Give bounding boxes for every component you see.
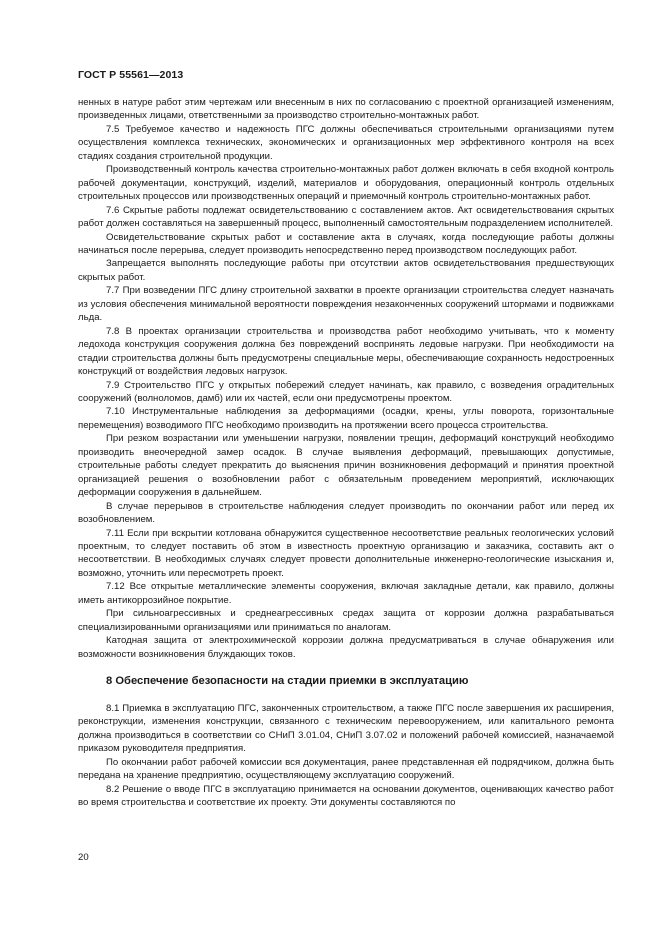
paragraph: Производственный контроль качества строительно-монтажных работ должен включать в себя входной контроль рабочей документации, конструкций, изделий, материалов и оборудования, операционный контроль отдельных строительных процессов или производственных операций и приемочный контроль строительно-монтажных работ.	[78, 164, 614, 203]
paragraph: 8.1 Приемка в эксплуатацию ПГС, законченных строительством, а также ПГС после завершения их расширения, реконструкции, изменения конструкции, связанного с техническим перевооружением, или капитального ремонта должна производиться в соответствии со СНиП 3.01.04, СНиП 3.07.02 и положений рабочей комиссией, назначаемой приказом руководителя предприятия.	[78, 703, 614, 755]
section-title: 8 Обеспечение безопасности на стадии приемки в эксплуатацию	[106, 675, 469, 688]
paragraph: 8.2 Решение о вводе ПГС в эксплуатацию принимается на основании документов, оценивающих качество работ во время строительства и соответствие их проекту. Эти документы составляются по	[78, 783, 614, 809]
paragraph: 7.7 При возведении ПГС длину строительной захватки в проекте организации строительства следует назначать из условия обеспечения минимальной вероятности повреждения незаконченных сооружений штормами и подвижками льда.	[78, 285, 614, 324]
paragraph: Освидетельствование скрытых работ и составление акта в случаях, когда последующие работы должны начинаться после перерыва, следует производить непосредственно перед производством последующих работ.	[78, 231, 614, 256]
document-body	[78, 96, 614, 810]
paragraph: При сильноагрессивных и среднеагрессивных средах защита от коррозии должна разрабатываться специализированными организациями или приниматься по аналогам.	[78, 608, 614, 633]
paragraph: 7.6 Скрытые работы подлежат освидетельствованию с составлением актов. Акт освидетельствования скрытых работ должен составляться на завершенный процесс, выполненный самостоятельным подразделением исполнителей.	[78, 204, 614, 230]
paragraph: 7.11 Если при вскрытии котлована обнаружится существенное несоответствие реальных геологических условий проектным, то следует поставить об этом в известность проектную организацию и заказчика, составить акт о несоответствии. В необходимых случаях следует провести дополнительные инженерно-геологические изыскания и, возможно, уточнить или пересмотреть проект.	[78, 527, 614, 579]
paragraph: По окончании работ рабочей комиссии вся документация, ранее представленная ей подрядчиком, должна быть передана на хранение предприятию, осуществляющему эксплуатацию сооружений.	[78, 756, 614, 782]
paragraph: ненных в натуре работ этим чертежам или внесенным в них по согласованию с проектной организацией изменениям, произведенных лицами, ответственными за производство строительно-монтажных работ.	[78, 97, 614, 122]
paragraph: 7.12 Все открытые металлические элементы сооружения, включая закладные детали, как правило, должны иметь антикоррозийное покрытие.	[78, 581, 614, 606]
paragraph: При резком возрастании или уменьшении нагрузки, появлении трещин, деформаций конструкций необходимо производить внеочередной замер осадок. В случае выявления деформаций, превышающих допустимые, строительные работы следует прекратить до выяснения причин возникновения деформаций и принятия проектной организацией решения о возобновлении работ с обязательным проведением мероприятий, исключающих деформации сооружения в дальнейшем.	[78, 433, 614, 499]
section-7-text	[78, 96, 614, 661]
paragraph: 7.10 Инструментальные наблюдения за деформациями (осадки, крены, углы поворота, горизонтальные перемещения) возводимого ПГС необходимо производить на протяжении всего процесса строительства.	[78, 406, 614, 431]
paragraph: Катодная защита от электрохимической коррозии должна предусматриваться в случае обнаружения или возможности возникновения блуждающих токов.	[78, 635, 614, 660]
paragraph: Запрещается выполнять последующие работы при отсутствии актов освидетельствования предшествующих скрытых работ.	[78, 258, 614, 283]
section-8-text	[78, 702, 614, 810]
page-number: 20	[78, 852, 89, 863]
paragraph: 7.5 Требуемое качество и надежность ПГС должны обеспечиваться строительными организациями путем осуществления комплекса технических, экономических и организационных мер эффективного контроля на всех стадиях создания строительной продукции.	[78, 123, 614, 162]
paragraph: 7.9 Строительство ПГС у открытых побережий следует начинать, как правило, с возведения оградительных сооружений (волноломов, дамб) или их частей, если они предусмотрены проектом.	[78, 379, 614, 404]
paragraph: 7.8 В проектах организации строительства и производства работ необходимо учитывать, что к моменту ледохода конструкция сооружения должна без повреждений воспринять ледовые нагрузки. При необходимости на стадии строительства должны быть предусмотрены специальные меры, обеспечивающие сохранность недостроенных конструкций от воздействия ледовых нагрузок.	[78, 325, 614, 378]
document-header: ГОСТ Р 55561—2013	[78, 69, 184, 81]
paragraph: В случае перерывов в строительстве наблюдения следует производить по окончании работ или перед их возобновлением.	[78, 500, 614, 526]
